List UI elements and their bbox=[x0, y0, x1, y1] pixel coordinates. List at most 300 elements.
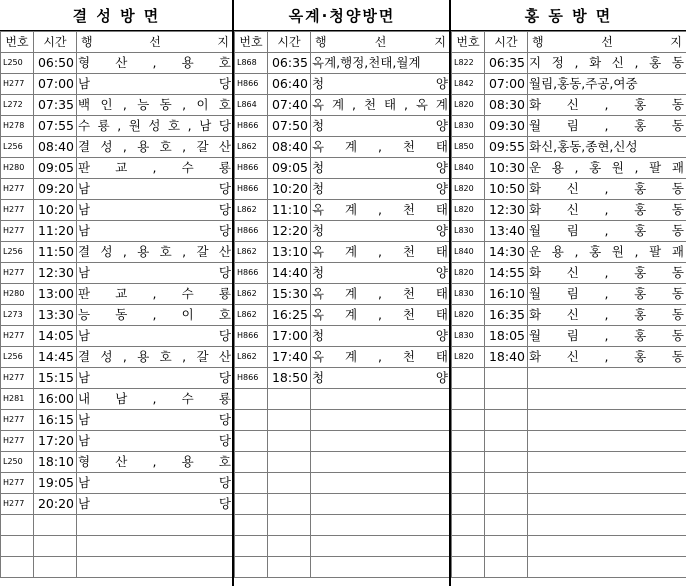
table-row bbox=[452, 116, 686, 137]
destination bbox=[77, 557, 234, 578]
dest-token: 당 bbox=[218, 223, 231, 238]
destination-wrap bbox=[312, 95, 448, 115]
dest-token: 성 bbox=[148, 118, 161, 133]
route-number: H277 bbox=[1, 410, 34, 431]
route-number: L868 bbox=[235, 53, 268, 74]
empty-row bbox=[452, 452, 686, 473]
dest-token: 괘 bbox=[671, 160, 684, 175]
route-number: H277 bbox=[1, 263, 34, 284]
departure-time bbox=[485, 494, 528, 515]
destination bbox=[77, 263, 234, 284]
table-row bbox=[1, 116, 234, 137]
route-number: H277 bbox=[1, 200, 34, 221]
dest-token: 행 bbox=[81, 35, 93, 49]
route-number: L830 bbox=[452, 284, 485, 305]
dest-token: 남 bbox=[78, 433, 91, 448]
route-number: H277 bbox=[1, 494, 34, 515]
empty-row bbox=[452, 431, 686, 452]
destination bbox=[311, 179, 451, 200]
empty-row bbox=[235, 536, 451, 557]
destination-wrap bbox=[78, 221, 231, 241]
table-row bbox=[1, 347, 234, 368]
destination-wrap bbox=[78, 284, 231, 304]
dest-token: 당 bbox=[218, 265, 231, 280]
dest-token: 천 bbox=[402, 349, 415, 364]
destination-wrap bbox=[312, 326, 448, 346]
route-number bbox=[452, 473, 485, 494]
dest-token: 이 bbox=[181, 307, 194, 322]
destination bbox=[311, 410, 451, 431]
dest-token: 옥 bbox=[312, 349, 325, 364]
dest-token: 청 bbox=[312, 223, 325, 238]
dest-token: , bbox=[182, 244, 187, 259]
dest-token: 형 bbox=[78, 454, 91, 469]
destination bbox=[77, 200, 234, 221]
departure-time: 11:50 bbox=[34, 242, 77, 263]
table-row bbox=[235, 368, 451, 389]
dest-token: 룡 bbox=[218, 391, 231, 406]
destination bbox=[528, 179, 686, 200]
dest-token: 화 bbox=[529, 202, 542, 217]
dest-token: 동 bbox=[671, 223, 684, 238]
empty-row bbox=[235, 494, 451, 515]
destination-wrap bbox=[78, 95, 231, 115]
dest-token: 용 bbox=[137, 244, 150, 259]
route-number: L256 bbox=[1, 347, 34, 368]
dest-token: , bbox=[604, 223, 609, 238]
table-row bbox=[452, 74, 686, 95]
table-row bbox=[1, 284, 234, 305]
dest-token: , bbox=[604, 265, 609, 280]
table-row bbox=[1, 494, 234, 515]
departure-time: 18:10 bbox=[34, 452, 77, 473]
departure-time bbox=[268, 536, 311, 557]
dest-token: , bbox=[634, 244, 639, 259]
route-number: L272 bbox=[1, 95, 34, 116]
departure-time bbox=[485, 557, 528, 578]
departure-time bbox=[268, 557, 311, 578]
departure-time: 15:30 bbox=[268, 284, 311, 305]
dest-token: 교 bbox=[115, 160, 128, 175]
route-number: L862 bbox=[235, 137, 268, 158]
route-number: H277 bbox=[1, 221, 34, 242]
destination-wrap bbox=[78, 200, 231, 220]
destination bbox=[528, 53, 686, 74]
departure-time: 13:10 bbox=[268, 242, 311, 263]
dest-token: , bbox=[604, 202, 609, 217]
dest-token: 남 bbox=[78, 412, 91, 427]
dest-token: 계 bbox=[435, 97, 448, 112]
dest-token: 태 bbox=[435, 202, 448, 217]
dest-token: 림 bbox=[566, 328, 579, 343]
destination-wrap bbox=[78, 116, 231, 136]
destination-wrap bbox=[312, 116, 448, 136]
destination bbox=[528, 242, 686, 263]
dest-token: 신 bbox=[566, 97, 579, 112]
departure-time: 06:40 bbox=[268, 74, 311, 95]
destination bbox=[528, 452, 686, 473]
dest-token: 남 bbox=[78, 181, 91, 196]
dest-token: 선 bbox=[149, 35, 161, 49]
dest-token: 청 bbox=[312, 160, 325, 175]
destination bbox=[528, 326, 686, 347]
departure-time: 07:40 bbox=[268, 95, 311, 116]
destination-wrap bbox=[78, 431, 231, 451]
departure-time: 08:30 bbox=[485, 95, 528, 116]
departure-time: 14:30 bbox=[485, 242, 528, 263]
dest-token: , bbox=[378, 286, 382, 301]
destination-wrap bbox=[529, 74, 684, 94]
destination-wrap bbox=[78, 473, 231, 493]
departure-time bbox=[485, 536, 528, 557]
col-header-time: 시간 bbox=[268, 32, 311, 53]
departure-time bbox=[268, 452, 311, 473]
dest-token: , bbox=[604, 118, 609, 133]
table-row bbox=[1, 410, 234, 431]
column-header-row bbox=[452, 32, 686, 53]
dest-token: 당 bbox=[218, 475, 231, 490]
table-row bbox=[452, 221, 686, 242]
dest-token: 호 bbox=[168, 118, 181, 133]
dest-token: 선 bbox=[374, 35, 387, 49]
table-row bbox=[1, 389, 234, 410]
dest-token: 천 bbox=[402, 286, 415, 301]
destination-wrap bbox=[312, 305, 448, 325]
dest-token: 수 bbox=[78, 118, 91, 133]
dest-token: 홍 bbox=[634, 118, 647, 133]
dest-token: 수 bbox=[181, 286, 194, 301]
departure-time bbox=[485, 473, 528, 494]
table-row bbox=[235, 263, 451, 284]
dest-token: 행 bbox=[315, 35, 327, 49]
dest-token: 갈 bbox=[196, 349, 209, 364]
table-row bbox=[1, 473, 234, 494]
dest-token: 옥계,행정,천태,월계 bbox=[312, 55, 421, 70]
table-row bbox=[1, 263, 234, 284]
dest-token: 양 bbox=[435, 328, 448, 343]
dest-token: 화 bbox=[529, 181, 542, 196]
route-number bbox=[452, 494, 485, 515]
dest-token: , bbox=[574, 160, 579, 175]
section-gyeolseong bbox=[0, 0, 233, 586]
destination-wrap bbox=[78, 347, 231, 367]
destination-wrap bbox=[312, 242, 448, 262]
dest-token: , bbox=[604, 286, 609, 301]
route-number: H866 bbox=[235, 74, 268, 95]
route-number: H866 bbox=[235, 263, 268, 284]
destination-wrap bbox=[529, 53, 684, 73]
dest-token: 남 bbox=[78, 328, 91, 343]
departure-time bbox=[34, 557, 77, 578]
departure-time: 15:15 bbox=[34, 368, 77, 389]
empty-row bbox=[452, 557, 686, 578]
dest-token: 호 bbox=[218, 307, 231, 322]
dest-token: 결 bbox=[78, 244, 91, 259]
dest-token: 옥 bbox=[312, 202, 325, 217]
destination-wrap bbox=[312, 284, 448, 304]
dest-token: 원 bbox=[128, 118, 141, 133]
destination-wrap bbox=[529, 284, 684, 304]
dest-token: , bbox=[152, 55, 157, 70]
route-number: H866 bbox=[235, 179, 268, 200]
destination-wrap bbox=[78, 158, 231, 178]
destination-wrap bbox=[78, 74, 231, 94]
dest-token: 청 bbox=[312, 265, 325, 280]
empty-row bbox=[452, 536, 686, 557]
col-header-destination bbox=[528, 32, 686, 53]
destination bbox=[528, 221, 686, 242]
dest-token: 남 bbox=[78, 76, 91, 91]
dest-token: 양 bbox=[435, 181, 448, 196]
destination-wrap bbox=[312, 74, 448, 94]
destination bbox=[311, 137, 451, 158]
empty-row bbox=[1, 515, 234, 536]
destination bbox=[311, 74, 451, 95]
route-number: H278 bbox=[1, 116, 34, 137]
table-row bbox=[452, 53, 686, 74]
route-number: L862 bbox=[235, 200, 268, 221]
destination bbox=[528, 494, 686, 515]
dest-token: , bbox=[604, 181, 609, 196]
dest-token: 천 bbox=[363, 97, 377, 112]
destination-wrap bbox=[529, 179, 684, 199]
route-number: L862 bbox=[235, 305, 268, 326]
route-number: L840 bbox=[452, 242, 485, 263]
destination-wrap bbox=[312, 200, 448, 220]
dest-token: 당 bbox=[218, 76, 231, 91]
dest-token: 남 bbox=[78, 496, 91, 511]
dest-token: 동 bbox=[671, 118, 684, 133]
dest-token: 룡 bbox=[218, 286, 231, 301]
destination-wrap bbox=[78, 368, 231, 388]
section-divider bbox=[232, 0, 234, 586]
section-okgye-cheongyang bbox=[234, 0, 450, 586]
table-row bbox=[1, 95, 234, 116]
route-number bbox=[235, 473, 268, 494]
destination bbox=[528, 95, 686, 116]
destination bbox=[77, 368, 234, 389]
dest-token: 화신,홍동,종현,신성 bbox=[529, 139, 638, 154]
dest-token: 팔 bbox=[649, 160, 662, 175]
destination-wrap bbox=[529, 221, 684, 241]
dest-token: 양 bbox=[435, 223, 448, 238]
dest-token: 괘 bbox=[671, 244, 684, 259]
dest-token: 당 bbox=[218, 496, 231, 511]
dest-token: 양 bbox=[435, 76, 448, 91]
dest-token: 당 bbox=[218, 118, 231, 133]
route-number: H280 bbox=[1, 158, 34, 179]
dest-token: , bbox=[634, 160, 639, 175]
dest-token: 당 bbox=[218, 202, 231, 217]
departure-time: 09:30 bbox=[485, 116, 528, 137]
dest-token: 홍 bbox=[634, 307, 647, 322]
departure-time bbox=[485, 410, 528, 431]
table-row bbox=[235, 95, 451, 116]
destination bbox=[528, 158, 686, 179]
destination bbox=[77, 389, 234, 410]
destination bbox=[311, 473, 451, 494]
dest-token: 판 bbox=[78, 286, 91, 301]
dest-token: 계 bbox=[345, 139, 358, 154]
destination bbox=[311, 515, 451, 536]
dest-token: , bbox=[122, 244, 127, 259]
dest-token: , bbox=[378, 244, 382, 259]
destination-wrap bbox=[312, 221, 448, 241]
departure-time bbox=[485, 368, 528, 389]
destination-wrap bbox=[312, 263, 448, 283]
empty-row bbox=[452, 515, 686, 536]
route-number bbox=[235, 431, 268, 452]
departure-time: 17:00 bbox=[268, 326, 311, 347]
table-row bbox=[235, 221, 451, 242]
dest-token: 계 bbox=[345, 244, 358, 259]
route-number: L842 bbox=[452, 74, 485, 95]
destination-wrap bbox=[529, 242, 684, 262]
column-header-row bbox=[235, 32, 451, 53]
departure-time: 14:40 bbox=[268, 263, 311, 284]
destination-wrap bbox=[529, 263, 684, 283]
table-row bbox=[452, 200, 686, 221]
route-number bbox=[452, 557, 485, 578]
table-row bbox=[452, 95, 686, 116]
table-row bbox=[452, 326, 686, 347]
route-number: H866 bbox=[235, 368, 268, 389]
dest-token: , bbox=[152, 160, 157, 175]
destination bbox=[311, 242, 451, 263]
destination-wrap bbox=[78, 53, 231, 73]
dest-token: 홍 bbox=[634, 181, 647, 196]
route-number bbox=[452, 452, 485, 473]
dest-token: 홍 bbox=[634, 328, 647, 343]
departure-time: 13:30 bbox=[34, 305, 77, 326]
destination bbox=[77, 431, 234, 452]
departure-time bbox=[485, 452, 528, 473]
dest-token: 동 bbox=[115, 307, 128, 322]
departure-time: 07:35 bbox=[34, 95, 77, 116]
dest-token: , bbox=[574, 244, 579, 259]
destination-wrap bbox=[78, 410, 231, 430]
dest-token: 남 bbox=[78, 370, 91, 385]
departure-time: 10:20 bbox=[268, 179, 311, 200]
route-number bbox=[235, 389, 268, 410]
table-row bbox=[1, 53, 234, 74]
departure-time bbox=[268, 473, 311, 494]
dest-token: , bbox=[634, 55, 639, 70]
route-number: H277 bbox=[1, 74, 34, 95]
destination bbox=[311, 263, 451, 284]
destination bbox=[528, 74, 686, 95]
destination-wrap bbox=[529, 347, 684, 367]
table-row bbox=[1, 431, 234, 452]
departure-time: 09:05 bbox=[268, 158, 311, 179]
destination bbox=[311, 389, 451, 410]
dest-token: , bbox=[182, 349, 187, 364]
dest-token: 정 bbox=[551, 55, 564, 70]
destination bbox=[77, 410, 234, 431]
destination bbox=[77, 179, 234, 200]
table-row bbox=[452, 284, 686, 305]
destination bbox=[311, 221, 451, 242]
empty-row bbox=[1, 536, 234, 557]
destination bbox=[311, 200, 451, 221]
departure-time: 18:50 bbox=[268, 368, 311, 389]
destination-wrap bbox=[78, 326, 231, 346]
destination bbox=[311, 368, 451, 389]
route-number bbox=[235, 557, 268, 578]
destination bbox=[77, 536, 234, 557]
departure-time: 09:20 bbox=[34, 179, 77, 200]
table-row bbox=[1, 158, 234, 179]
dest-token: 용 bbox=[551, 244, 564, 259]
dest-token: 홍 bbox=[634, 97, 647, 112]
route-number: L820 bbox=[452, 305, 485, 326]
table-row bbox=[452, 305, 686, 326]
route-number bbox=[235, 536, 268, 557]
departure-time: 10:20 bbox=[34, 200, 77, 221]
dest-token: , bbox=[604, 328, 609, 343]
route-number: H277 bbox=[1, 179, 34, 200]
dest-token: 월림,홍동,주공,여중 bbox=[529, 76, 638, 91]
dest-token: 화 bbox=[529, 97, 542, 112]
destination bbox=[77, 95, 234, 116]
dest-token: , bbox=[352, 97, 357, 112]
destination bbox=[311, 53, 451, 74]
destination bbox=[528, 473, 686, 494]
dest-token: 결 bbox=[78, 349, 91, 364]
dest-token: 양 bbox=[435, 265, 448, 280]
section-title: 결 성 방 면 bbox=[0, 0, 233, 31]
dest-token: 교 bbox=[115, 286, 128, 301]
route-number: L250 bbox=[1, 452, 34, 473]
dest-token: 갈 bbox=[196, 139, 209, 154]
dest-token: 갈 bbox=[196, 244, 209, 259]
destination bbox=[77, 116, 234, 137]
route-number: L250 bbox=[1, 53, 34, 74]
dest-token: 지 bbox=[529, 55, 542, 70]
empty-row bbox=[452, 368, 686, 389]
departure-time: 10:50 bbox=[485, 179, 528, 200]
destination bbox=[528, 305, 686, 326]
dest-token: 남 bbox=[115, 391, 128, 406]
dest-token: 림 bbox=[566, 286, 579, 301]
dest-token: 선 bbox=[601, 35, 613, 49]
destination-wrap bbox=[312, 137, 448, 157]
table-row bbox=[1, 242, 234, 263]
departure-time: 19:05 bbox=[34, 473, 77, 494]
route-number: L840 bbox=[452, 158, 485, 179]
table-row bbox=[1, 221, 234, 242]
table-row bbox=[452, 242, 686, 263]
dest-token: 당 bbox=[218, 328, 231, 343]
dest-token: 성 bbox=[100, 349, 113, 364]
dest-token: 동 bbox=[671, 307, 684, 322]
route-number: L820 bbox=[452, 179, 485, 200]
dest-header-wrap bbox=[315, 32, 446, 52]
departure-time: 08:40 bbox=[268, 137, 311, 158]
destination bbox=[311, 116, 451, 137]
dest-token: 판 bbox=[78, 160, 91, 175]
dest-token: 태 bbox=[435, 349, 448, 364]
table-row bbox=[1, 137, 234, 158]
destination bbox=[528, 137, 686, 158]
route-number bbox=[1, 536, 34, 557]
col-header-time: 시간 bbox=[34, 32, 77, 53]
dest-token: 산 bbox=[218, 244, 231, 259]
route-number bbox=[235, 515, 268, 536]
destination bbox=[77, 347, 234, 368]
departure-time: 16:35 bbox=[485, 305, 528, 326]
dest-token: , bbox=[122, 97, 127, 112]
